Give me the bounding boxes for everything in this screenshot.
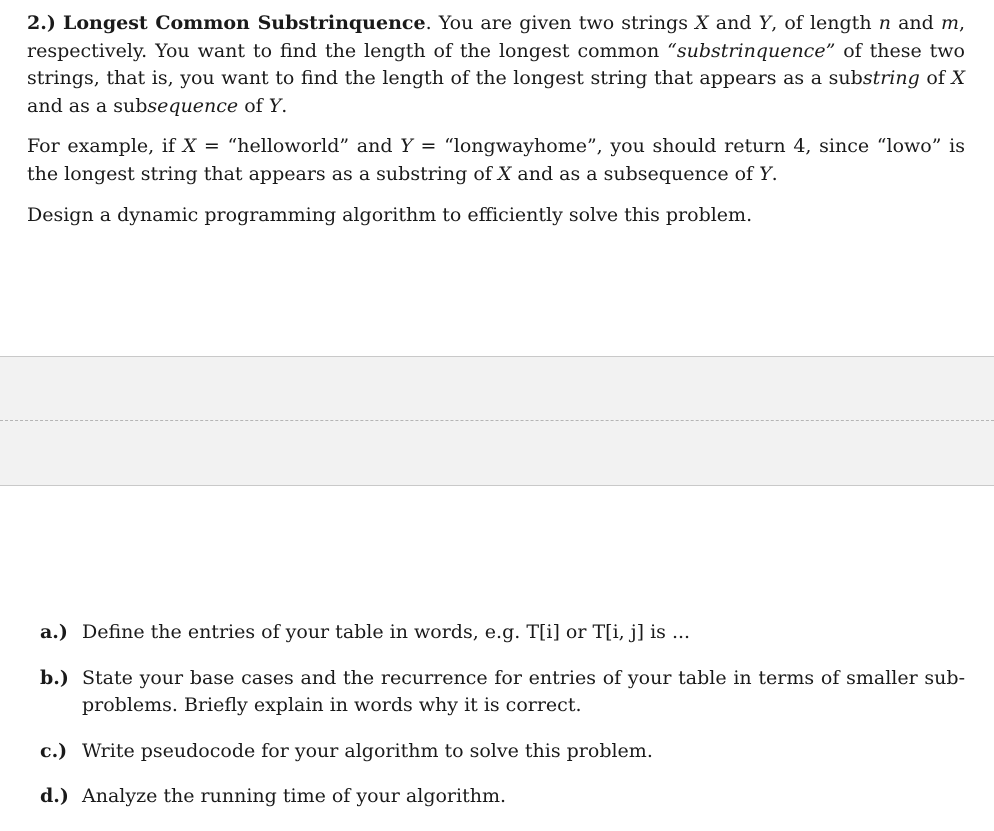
intro-text: of: [919, 67, 952, 89]
var-m: m: [940, 12, 959, 34]
subpart-text: Analyze the running time of your algorithm.: [82, 785, 507, 807]
intro-text: of these two strings, that is, you want to find the length of the longest string that appears as a sub: [27, 39, 965, 89]
var-x: X: [951, 67, 965, 89]
problem-example: [27, 133, 965, 188]
problem-design: Design a dynamic programming algorithm to efficiently solve this problem.: [27, 204, 753, 226]
var-x: X: [695, 12, 709, 34]
subpart-c: [40, 738, 965, 766]
intro-text: of: [238, 94, 269, 117]
intro-text: .: [281, 94, 288, 117]
var-x: X: [182, 135, 197, 157]
var-y: Y: [400, 135, 413, 157]
example-text: = “helloworld” and: [196, 135, 401, 157]
subpart-mark: d.): [40, 785, 69, 807]
problem-statement: [27, 10, 965, 242]
subparts-list: [40, 619, 965, 829]
subpart-mark: a.): [40, 621, 68, 643]
var-n: n: [878, 12, 891, 34]
subpart-mark: b.): [40, 666, 69, 689]
subpart-d: [40, 783, 965, 811]
answer-divider: [0, 420, 994, 421]
intro-text: and: [890, 12, 941, 34]
var-y: Y: [268, 94, 282, 117]
example-text: = “longwayhome”, you should return 4, since “lowo” is the longest string that appears as a substring of: [27, 135, 965, 185]
term-sequence: sequence: [147, 94, 239, 117]
subpart-text: Define the entries of your table in words, e.g. T[i] or T[i, j] is ...: [82, 621, 691, 643]
problem-number: 2.): [27, 12, 56, 34]
example-text: .: [771, 162, 778, 185]
problem-title: Longest Common Substrinquence: [62, 12, 426, 34]
subpart-text: State your base cases and the recurrence for entries of your table in terms of smaller sub-problems. Briefly explain in words why it is correct.: [82, 666, 965, 716]
answer-area[interactable]: [0, 356, 994, 486]
subpart-text: Write pseudocode for your algorithm to solve this problem.: [82, 739, 653, 762]
intro-text: , respectively. You want to find the length of the longest common: [27, 12, 966, 62]
term-substrinquence: “substrinquence”: [667, 39, 836, 62]
intro-text: and as a sub: [27, 94, 148, 117]
intro-text: , of length: [771, 12, 879, 34]
var-y: Y: [758, 12, 772, 34]
example-text: and as a subsequence of: [511, 162, 760, 185]
var-y: Y: [759, 162, 772, 185]
subpart-b: [40, 665, 965, 720]
term-string: string: [862, 67, 920, 89]
example-text: For example, if: [27, 135, 183, 157]
var-x: X: [497, 162, 512, 185]
subpart-mark: c.): [40, 739, 68, 762]
intro-text: and: [708, 12, 759, 34]
subpart-a: [40, 619, 965, 647]
intro-text: You are given two strings: [438, 12, 696, 34]
problem-intro: 2.) Longest Common Substrinquence. You are given two strings X and Y, of length n and m, respectively. You want to find the length of the longest common “substrinquence” of these two strings, that is, you want to find the length of the longest string that appears as a substring of X and as a subsequence of Y.: [27, 12, 966, 117]
